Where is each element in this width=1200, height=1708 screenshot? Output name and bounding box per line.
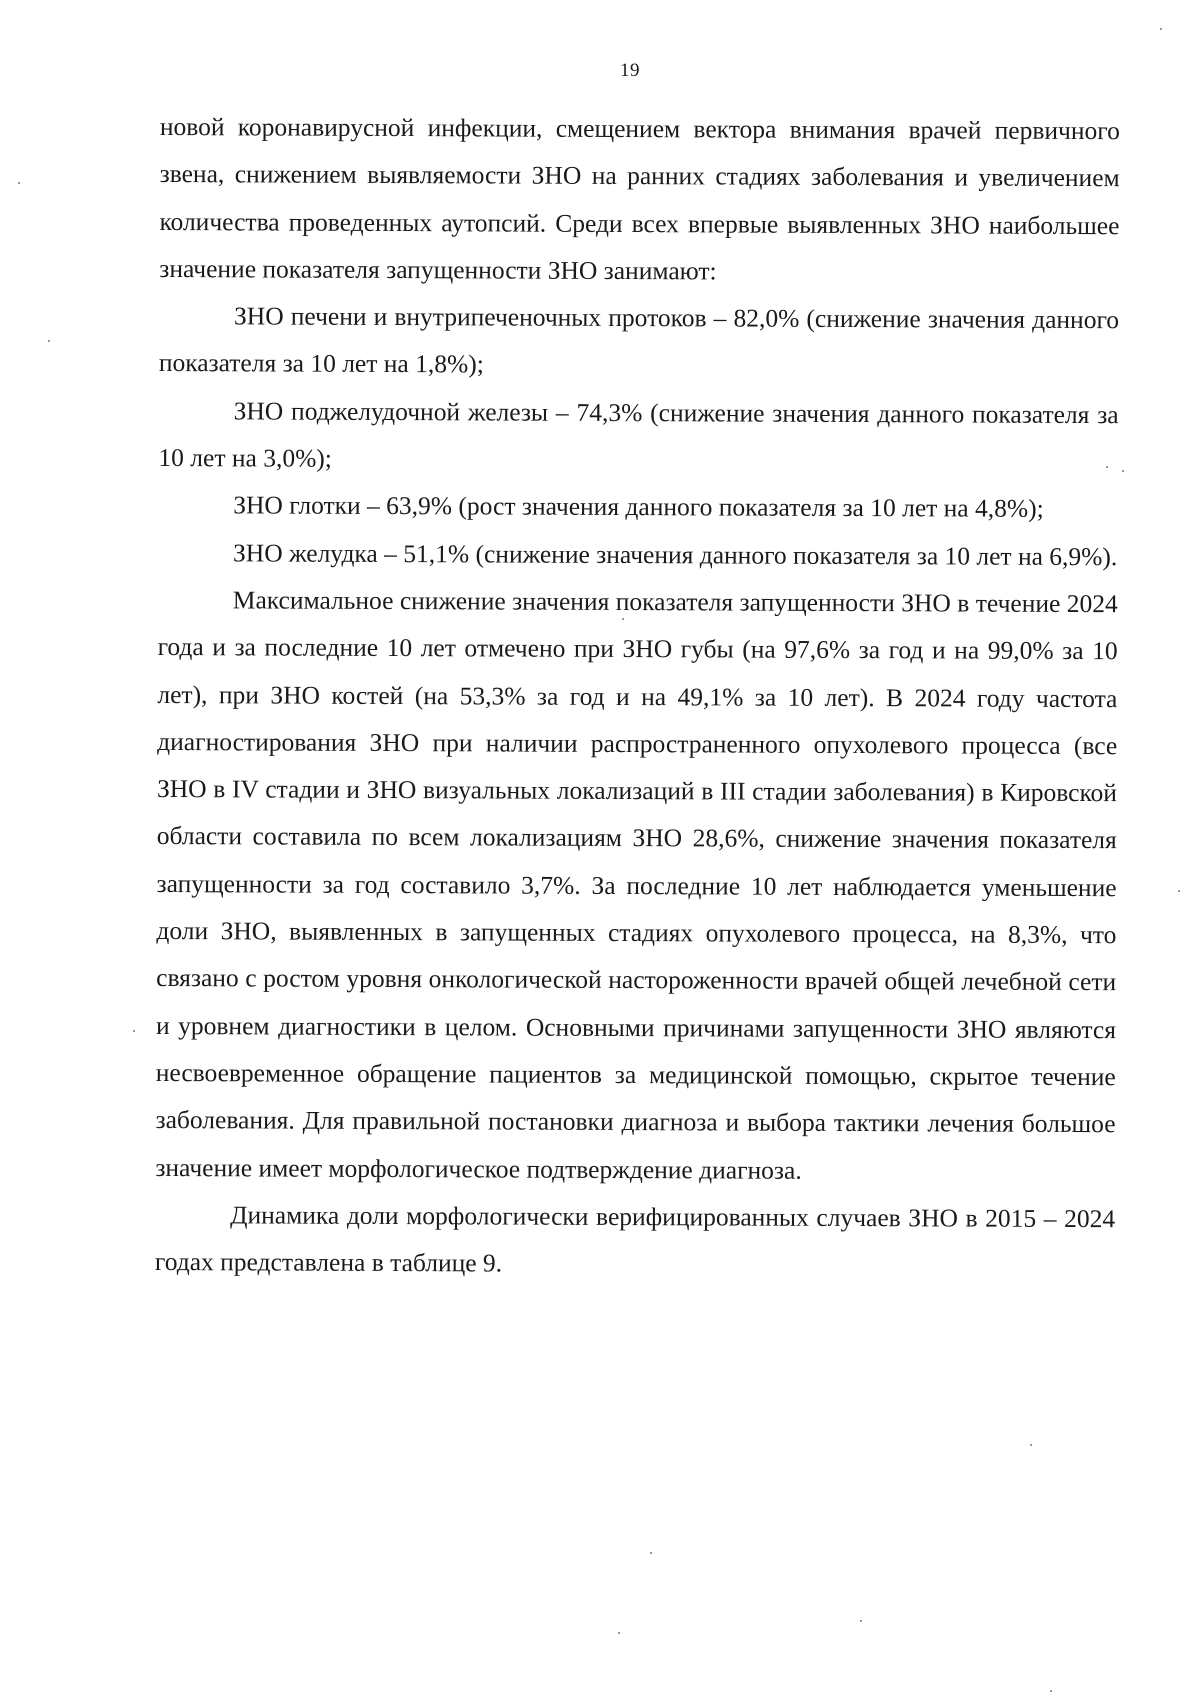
- scan-speck: [1106, 466, 1108, 468]
- scan-speck: [650, 1552, 652, 1554]
- paragraph-stomach: ЗНО желудка – 51,1% (снижение значения данного показателя за 10 лет на 6,9%).: [232, 537, 1118, 571]
- paragraph-pancreas: ЗНО поджелудочной железы – 74,3% (снижение значения данного показателя за 10 лет на 3,0%);: [158, 396, 1119, 473]
- paragraph-max-decrease: Максимальное снижение значения показателя запущенности ЗНО в течение 2024 года и за последние 10 лет отмечено при ЗНО губы (на 97,6% за год и на 99,0% за 10 лет), при ЗНО костей (на 53,3% за год и на 49,1% за 10 лет). В 2024 году частота диагностирования ЗНО при наличии распространенного опухолевого процесса (все ЗНО в IV стадии и ЗНО визуальных локализаций в III стадии заболевания) в Кировской области составила по всем локализациям ЗНО 28,6%, снижение значения показателя запущенности за год составило 3,7%. За последние 10 лет наблюдается уменьшение доли ЗНО, выявленных в запущенных стадиях опухолевого процесса, на 8,3%, что связано с ростом уровня онкологической настороженности врачей общей лечебной сети и уровнем диагностики в целом. Основными причинами запущенности ЗНО являются несвоевременное обращение пациентов за медицинской помощью, скрытое течение заболевания. Для правильной постановки диагноза и выбора тактики лечения большое значение имеет морфологическое подтверждение диагноза.: [155, 585, 1118, 1185]
- scan-speck: [622, 618, 624, 620]
- page-number: 19: [620, 60, 640, 81]
- scan-speck: [860, 1620, 862, 1622]
- scan-speck: [1122, 470, 1124, 472]
- scan-speck: [1178, 890, 1180, 892]
- paragraph-intro-continuation: новой коронавирусной инфекции, смещением вектора внимания врачей первичного звена, снижением выявляемости ЗНО на ранних стадиях заболевания и увеличением количества проведенных аутопсий. Среди всех впервые выявленных ЗНО наибольшее значение показателя запущенности ЗНО занимают:: [159, 111, 1120, 286]
- scan-speck: [1050, 1690, 1052, 1692]
- page-body: [155, 103, 1120, 1290]
- scan-speck: [18, 182, 20, 184]
- scan-speck: [133, 1030, 135, 1032]
- scan-speck: [48, 340, 50, 342]
- paragraph-pharynx: ЗНО глотки – 63,9% (рост значения данного показателя за 10 лет на 4,8%);: [233, 490, 1044, 524]
- paragraph-liver: ЗНО печени и внутрипеченочных протоков – 82,0% (снижение значения данного показателя за 10 лет на 1,8%);: [158, 301, 1120, 379]
- scan-speck: [618, 1632, 620, 1634]
- scan-speck: [1160, 28, 1162, 30]
- paragraph-table-reference: Динамика доли морфологически верифицированных случаев ЗНО в 2015 – 2024 годах представлена в таблице 9.: [154, 1200, 1116, 1278]
- scan-speck: [1030, 1444, 1032, 1446]
